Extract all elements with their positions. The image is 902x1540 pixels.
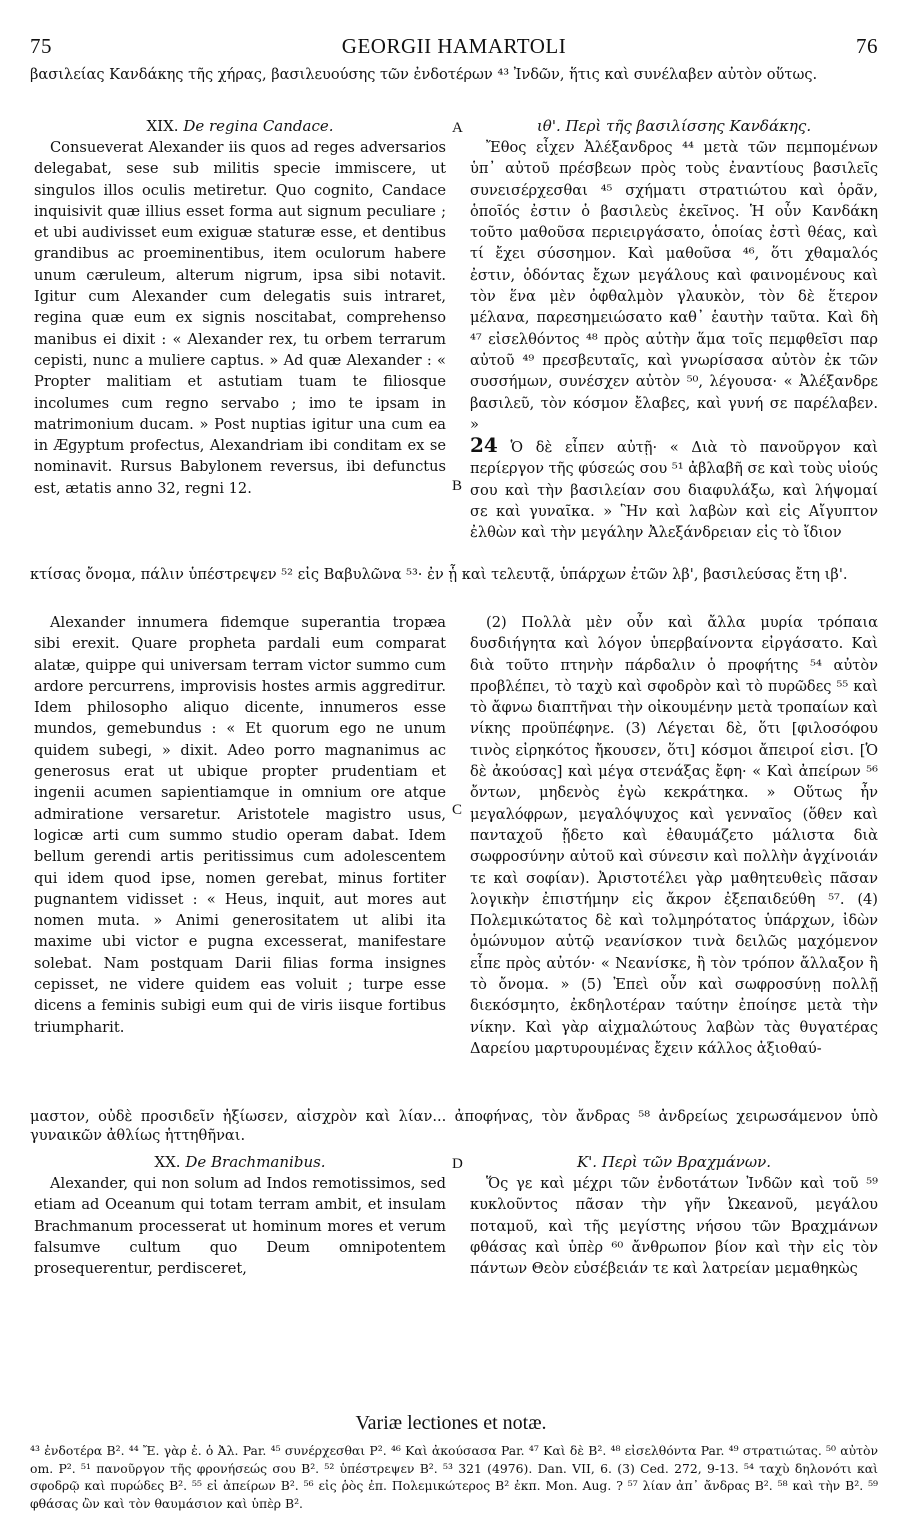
running-head: [30, 34, 878, 58]
greek-section-mid: [470, 612, 878, 1059]
heading-title: De Brachmanibus.: [185, 1153, 326, 1171]
latin-section-mid: [34, 612, 446, 1038]
greek-heading-19: ιθ'. Περὶ τῆς βασιλίσσης Κανδάκης.: [536, 117, 812, 135]
running-title: GEORGII HAMARTOLI: [341, 34, 567, 58]
margin-letter-a: A: [452, 120, 463, 136]
greek-section-19: [470, 116, 878, 544]
latin-section-20: [34, 1152, 446, 1279]
greek-paragraph: Ὅς γε καὶ μέχρι τῶν ἐνδοτάτων Ἰνδῶν καὶ τοῦ ⁵⁹ κυκλοῦντος πᾶσαν τὴν γῆν Ὠκεανοῦ, μεγάλου ποταμοῦ, καὶ τῆς μεγίστης νήσου τῶν Βραχμάνων φθάσας καὶ ὑπὲρ ⁶⁰ ἄνθρωπον βίον καὶ τὴν εἰς τὸν πάντων Θεὸν εὐσέβειάν τε καὶ λατρείαν μεμαθηκὼς: [470, 1175, 878, 1278]
top-greek-line: βασιλείας Κανδάκης τῆς χήρας, βασιλευούσης τῶν ἐνδοτέρων ⁴³ Ἰνδῶν, ἥτις καὶ συνέλαβεν αὐτὸν οὕτως.: [30, 66, 818, 83]
notes-text: ⁴³ ἐνδοτέρα B². ⁴⁴ Ἔ. γὰρ ἐ. ὁ Ἀλ. Par. ⁴⁵ συνέρχεσθαι P². ⁴⁶ Καὶ ἀκούσασα Par. ⁴⁷ Καὶ δὲ B². ⁴⁸ εἰσελθόντα Par. ⁴⁹ στρατιώτας. ⁵⁰ αὐτὸν om. P². ⁵¹ πανοῦργον τῆς φρονήσεώς σου B². ⁵² ὑπέστρεψεν B². ⁵³ 321 (4976). Dan. VII, 6. (3) Ced. 272, 9-13. ⁵⁴ ταχὺ δηλονότι καὶ σφοδρῷ καὶ πυρώδες B². ⁵⁵ εἰ ἀπείρων B². ⁵⁶ εἰς ῥὸς ἐπ. Πολεμικώτερος B² ἐκπ. Mon. Aug. ? ⁵⁷ λίαν ἀπ᾽ ἄνδρας B². ⁵⁸ καὶ τὴν B². ⁵⁹ φθάσας ὢν καὶ τὸν θαυμάσιον καὶ ὑπὲρ B².: [30, 1443, 878, 1511]
notes-title: Variæ lectiones et notæ.: [355, 1412, 547, 1434]
greek-paragraph: Ἔθος εἶχεν Ἀλέξανδρος ⁴⁴ μετὰ τῶν πεμπομένων ὑπ᾽ αὐτοῦ πρέσβεων πρὸς τοὺς ἐναντίους βασιλεῖς συνεισέρχεσθαι ⁴⁵ σχήματι στρατιώτου καὶ ὁρᾶν, ὁποῖός ἐστιν ὁ βασιλεὺς ἐκεῖνος. Ἡ οὖν Κανδάκη τοῦτο μαθοῦσα περιειργάσατο, ὁποίας ἐστὶ θέας, καὶ τί ἔχει σύσσημον. Καὶ μαθοῦσα ⁴⁶, ὅτι χθαμαλός ἐστιν, ὀδόντας ἔχων μεγάλους καὶ φαινομένους καὶ τὸν ἕνα μὲν ὀφθαλμὸν γλαυκὸν, τὸν δὲ ἕτερον μέλανα, παρεσημειώσατο καθ᾽ ἑαυτὴν ταῦτα. Καὶ δὴ ⁴⁷ εἰσελθόντος ⁴⁸ πρὸς αὐτὴν ἅμα τοῖς πεμφθεῖσι παρ αὐτοῦ ⁴⁹ πρεσβευταῖς, καὶ γνωρίσασα αὐτὸν ἐκ τῶν συσσήμων, συνέσχεν αὐτὸν ⁵⁰, λέγουσα· « Ἀλέξανδρε βασιλεῦ, τὸν κόσμον ἔλαβες, καὶ γυνή σε παρέλαβεν. »: [470, 139, 878, 433]
greek-section-number: 24: [470, 433, 498, 458]
latin-heading-20: [34, 1152, 446, 1173]
heading-title: De regina Candace.: [183, 117, 334, 135]
greek-paragraph: (2) Πολλὰ μὲν οὖν καὶ ἄλλα μυρία τρόπαια δυσδιήγητα καὶ λόγον ὑπερβαίνοντα εἰργάσατο. Καὶ διὰ τοῦτο πτηνὴν πάρδαλιν ὁ προφήτης ⁵⁴ αὐτὸν προβλέπει, τὸ ταχὺ καὶ σφοδρὸν καὶ τὸ πυρῶδες ⁵⁵ καὶ τὸ ἄφνω διαπτῆναι τὴν οἰκουμένην μετὰ τροπαίων καὶ νίκης προϋπέφηνε. (3) Λέγεται δὲ, ὅτι [φιλοσόφου τινὸς εἰρηκότος ἤκουσεν, ὅτι] κόσμοι ἄπειροί εἰσι. [Ὁ δὲ ἀκούσας] καὶ μέγα στενάξας ἔφη· « Καὶ ἀπείρων ⁵⁶ ὄντων, μηδενὸς ἐγὼ κεκράτηκα. » Οὕτως ἦν μεγαλόφρων, μεγαλόψυχος καὶ γενναῖος (ὅθεν καὶ πανταχοῦ ᾔδετο καὶ ἐθαυμάζετο μάλιστα διὰ σωφροσύνην αὐτοῦ καὶ σύνεσιν καὶ πολλὴν ἀγχίνοιάν τε καὶ σοφίαν). Ἀριστοτέλει γὰρ μαθητευθεὶς πᾶσαν λογικὴν ἐπιστήμην εἰς ἄκρον ἐξεπαιδεύθη ⁵⁷. (4) Πολεμικώτατος δὲ καὶ τολμηρότατος ὑπάρχων, ἰδὼν ὁμώνυμον αὐτῷ νεανίσκον τινὰ δειλῶς μαχόμενον εἶπε πρὸς αὐτόν· « Νεανίσκε, ἢ τὸν τρόπον ἄλλαξον ἢ τὸ ὄνομα. » (5) Ἐπεὶ οὖν καὶ σωφροσύνῃ πολλῇ διεκόσμητο, ἐκδηλοτέραν ταύτην ἐποίησε μετὰ τὴν νίκην. Καὶ γὰρ αἰχμαλώτους λαβὼν τὰς θυγατέρας Δαρείου μαρτυρουμένας ἔχειν κάλλος ἀξιοθαύ-: [470, 614, 878, 1057]
greek-section-20: [470, 1152, 878, 1279]
latin-paragraph: Alexander innumera fidemque superantia tropæa sibi erexit. Quare propheta pardali eum comparat alatæ, quippe qui universam terram victor summo cum ardore percurrens, improvisis hostes armis aggrediтur. Idem philosopho aliquo dicente, innumeros esse mundos, gemebundus : « Et quorum ego ne unum quidem subegi, » dixit. Adeo porro magnanimus ac generosus erat ut ubique propter prudentiam et ingenii acumen sapientiamque in omnium ore atque admiratione versaretur. Aristotele magistro usus, logicæ arti cum summo studio operam dabat. Idem bellum gerendi artis peritissimus cum adolescentem qui idem quod ipse, nomen gerebat, minus fortiter pugnantem vidisset : « Heus, inquit, aut mores aut nomen muta. » Animi generositatem ut alibi ita maxime ubi victor e pugna excesserat, manifestare solebat. Nam postquam Darii filias forma insignes cepisset, ne videre quidem eas voluit ; turpe esse dicens a feminis subigi eum qui de viris iisque fortibus triumpharit.: [34, 614, 446, 1036]
latin-paragraph: Alexander, qui non solum ad Indos remotissimos, sed etiam ad Oceanum qui totam terram ambit, et insulam Brachmanum processerat ut hominum mores et verum falsumve cultum quo Deum omnipotentem prosequerentur, perdisceret,: [34, 1175, 446, 1278]
greek-bridge-line-2: μαστον, οὐδὲ προσιδεῖν ἠξίωσεν, αἰσχρὸν καὶ λίαν... ἀποφήνας, τὸν ἄνδρας ⁵⁸ ἀνδρείως χειρωσάμενον ὑπὸ γυναικῶν ἀθλίως ἡττηθῆναι.: [30, 1108, 878, 1144]
latin-section-19: [34, 116, 446, 499]
margin-letter-d: D: [452, 1156, 463, 1172]
margin-letter-b: B: [452, 478, 463, 494]
latin-paragraph: Consueverat Alexander iis quos ad reges adversarios delegabat, sese sub militis specie immiscere, ut singulos illos oculis metiretur. Quo cognito, Candace inquisivit quæ illius esset forma aut signum peculiare ; et ubi audivisset eum exiguæ staturæ esse, et dentibus grandibus ac proeminentibus, item oculorum habere unum cæruleum, alterum nigrum, ipsa sibi notavit. Igitur cum Alexander cum delegatis suis intraret, regina quæ eum ex signis noscitabat, comprehenso manibus ei dixit : « Alexander rex, tu orbem terrarum cepisti, nunc a muliere captus. » Ad quæ Alexander : « Propter malitiam et astutiam tuam te filiosque incolumes cum regno servabo ; imo te ipsam in matrimonium ducam. » Post nuptias igitur una cum ea in Ægyptum profectus, Alexandriam ibi conditam ex se nominavit. Rursus Babylonem reversus, ibi defunctus est, ætatis anno 32, regni 12.: [34, 139, 446, 497]
heading-number: XX.: [154, 1153, 181, 1171]
greek-bridge-line-1: κτίσας ὄνομα, πάλιν ὑπέστρεψεν ⁵² εἰς Βαβυλῶνα ⁵³· ἐν ᾗ καὶ τελευτᾷ, ὑπάρχων ἐτῶν λβ', βασιλεύσας ἔτη ιβ'.: [30, 566, 848, 583]
page-number-right: 76: [856, 34, 878, 58]
greek-heading-20: Κ'. Περὶ τῶν Βραχμάνων.: [576, 1153, 772, 1171]
greek-paragraph-cont: [470, 435, 878, 543]
heading-number: XIX.: [146, 117, 179, 135]
greek-paragraph-text: Ὁ δὲ εἶπεν αὐτῇ· « Διὰ τὸ πανοῦργον καὶ περίεργον τῆς φύσεώς σου ⁵¹ ἀβλαβῆ σε καὶ τοὺς υἱούς σου καὶ τὴν βασιλείαν σου διαφυλάξω, καὶ λήψομαί σε καὶ γυναῖκα. » Ἣν καὶ λαβὼν καὶ εἰς Αἴγυπτον ἐλθὼν καὶ τὴν μεγάλην Ἀλεξάνδρειαν εἰς τὸ ἴδιον: [470, 439, 878, 542]
page-number-left: 75: [30, 34, 52, 58]
margin-letter-c: C: [452, 802, 463, 818]
latin-heading-19: [34, 116, 446, 137]
